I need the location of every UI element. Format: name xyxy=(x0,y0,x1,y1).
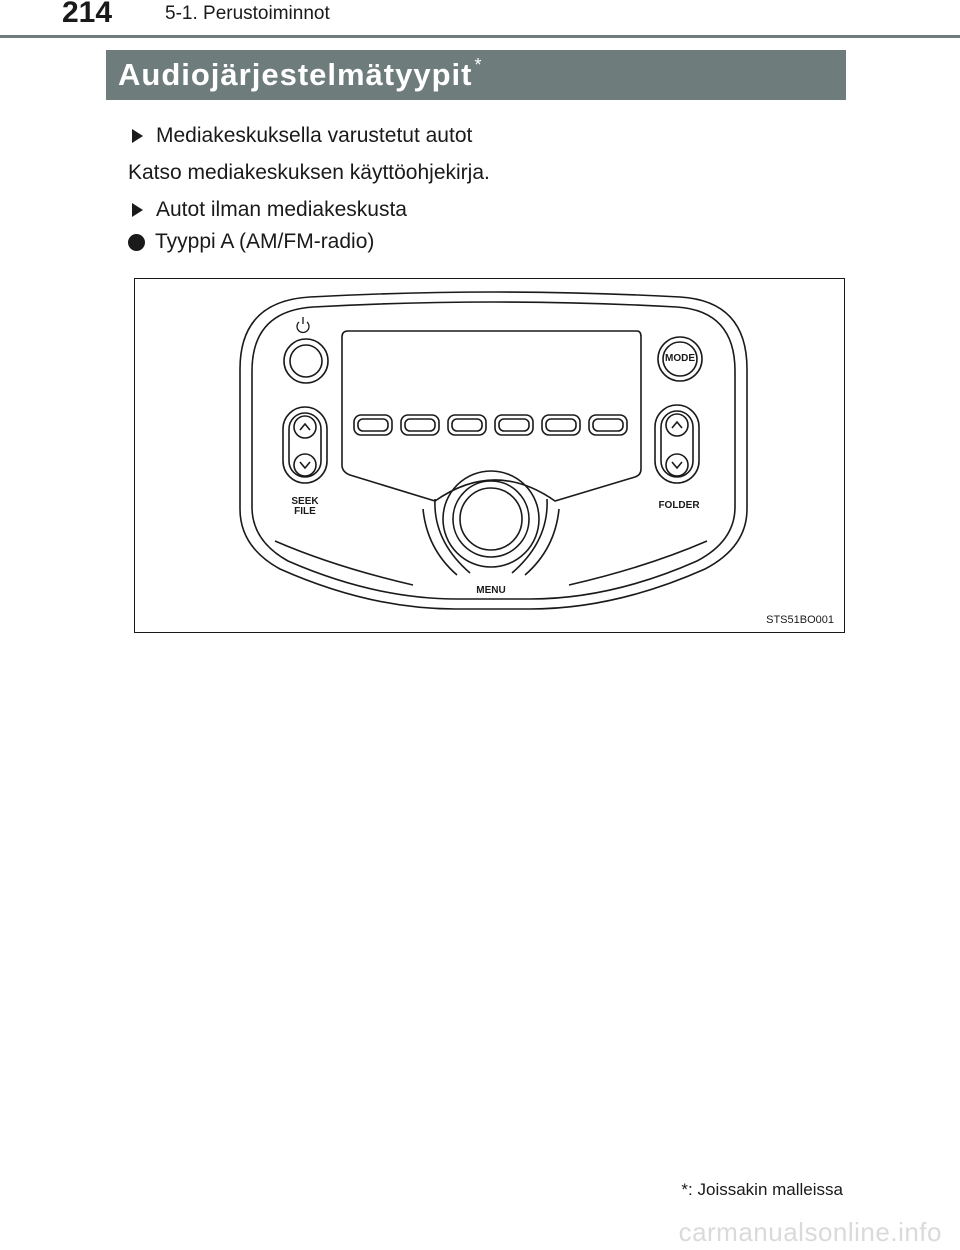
paragraph-media-center xyxy=(128,161,490,185)
section-title: Audiojärjestelmätyypit xyxy=(118,57,473,92)
page-number: 214 xyxy=(62,0,113,29)
list-item-type-a xyxy=(128,230,374,254)
item-media-center-label: Mediakeskuksella varustetut autot xyxy=(156,124,473,147)
item-media-center-text: Katso mediakeskuksen käyttöohjekirja. xyxy=(128,161,490,184)
title-footnote-mark: * xyxy=(474,54,482,75)
list-item-no-media-center xyxy=(128,198,407,222)
audio-unit-figure xyxy=(134,278,845,633)
circle-bullet-icon xyxy=(128,234,145,251)
triangle-bullet-icon xyxy=(132,203,143,217)
file-label: FILE xyxy=(294,506,316,517)
header-rule xyxy=(0,35,960,38)
chapter-title: 5-1. Perustoiminnot xyxy=(165,3,330,24)
mode-button-label: MODE xyxy=(665,353,695,364)
footnote-mark: * xyxy=(681,1180,689,1199)
footnote-text: : Joissakin malleissa xyxy=(688,1180,843,1199)
seek-label: SEEK xyxy=(291,496,319,507)
audio-unit-illustration xyxy=(135,279,846,634)
item-no-media-center-label: Autot ilman mediakeskusta xyxy=(156,198,407,221)
menu-label: MENU xyxy=(476,585,506,596)
watermark: carmanualsonline.info xyxy=(678,1217,942,1247)
footnote xyxy=(681,1180,843,1200)
section-title-bar xyxy=(106,50,846,100)
list-item-media-center xyxy=(128,124,472,148)
item-type-a-label: Tyyppi A (AM/FM-radio) xyxy=(155,230,375,253)
folder-label: FOLDER xyxy=(658,500,700,511)
triangle-bullet-icon xyxy=(132,129,143,143)
figure-id: STS51BO001 xyxy=(766,614,834,626)
